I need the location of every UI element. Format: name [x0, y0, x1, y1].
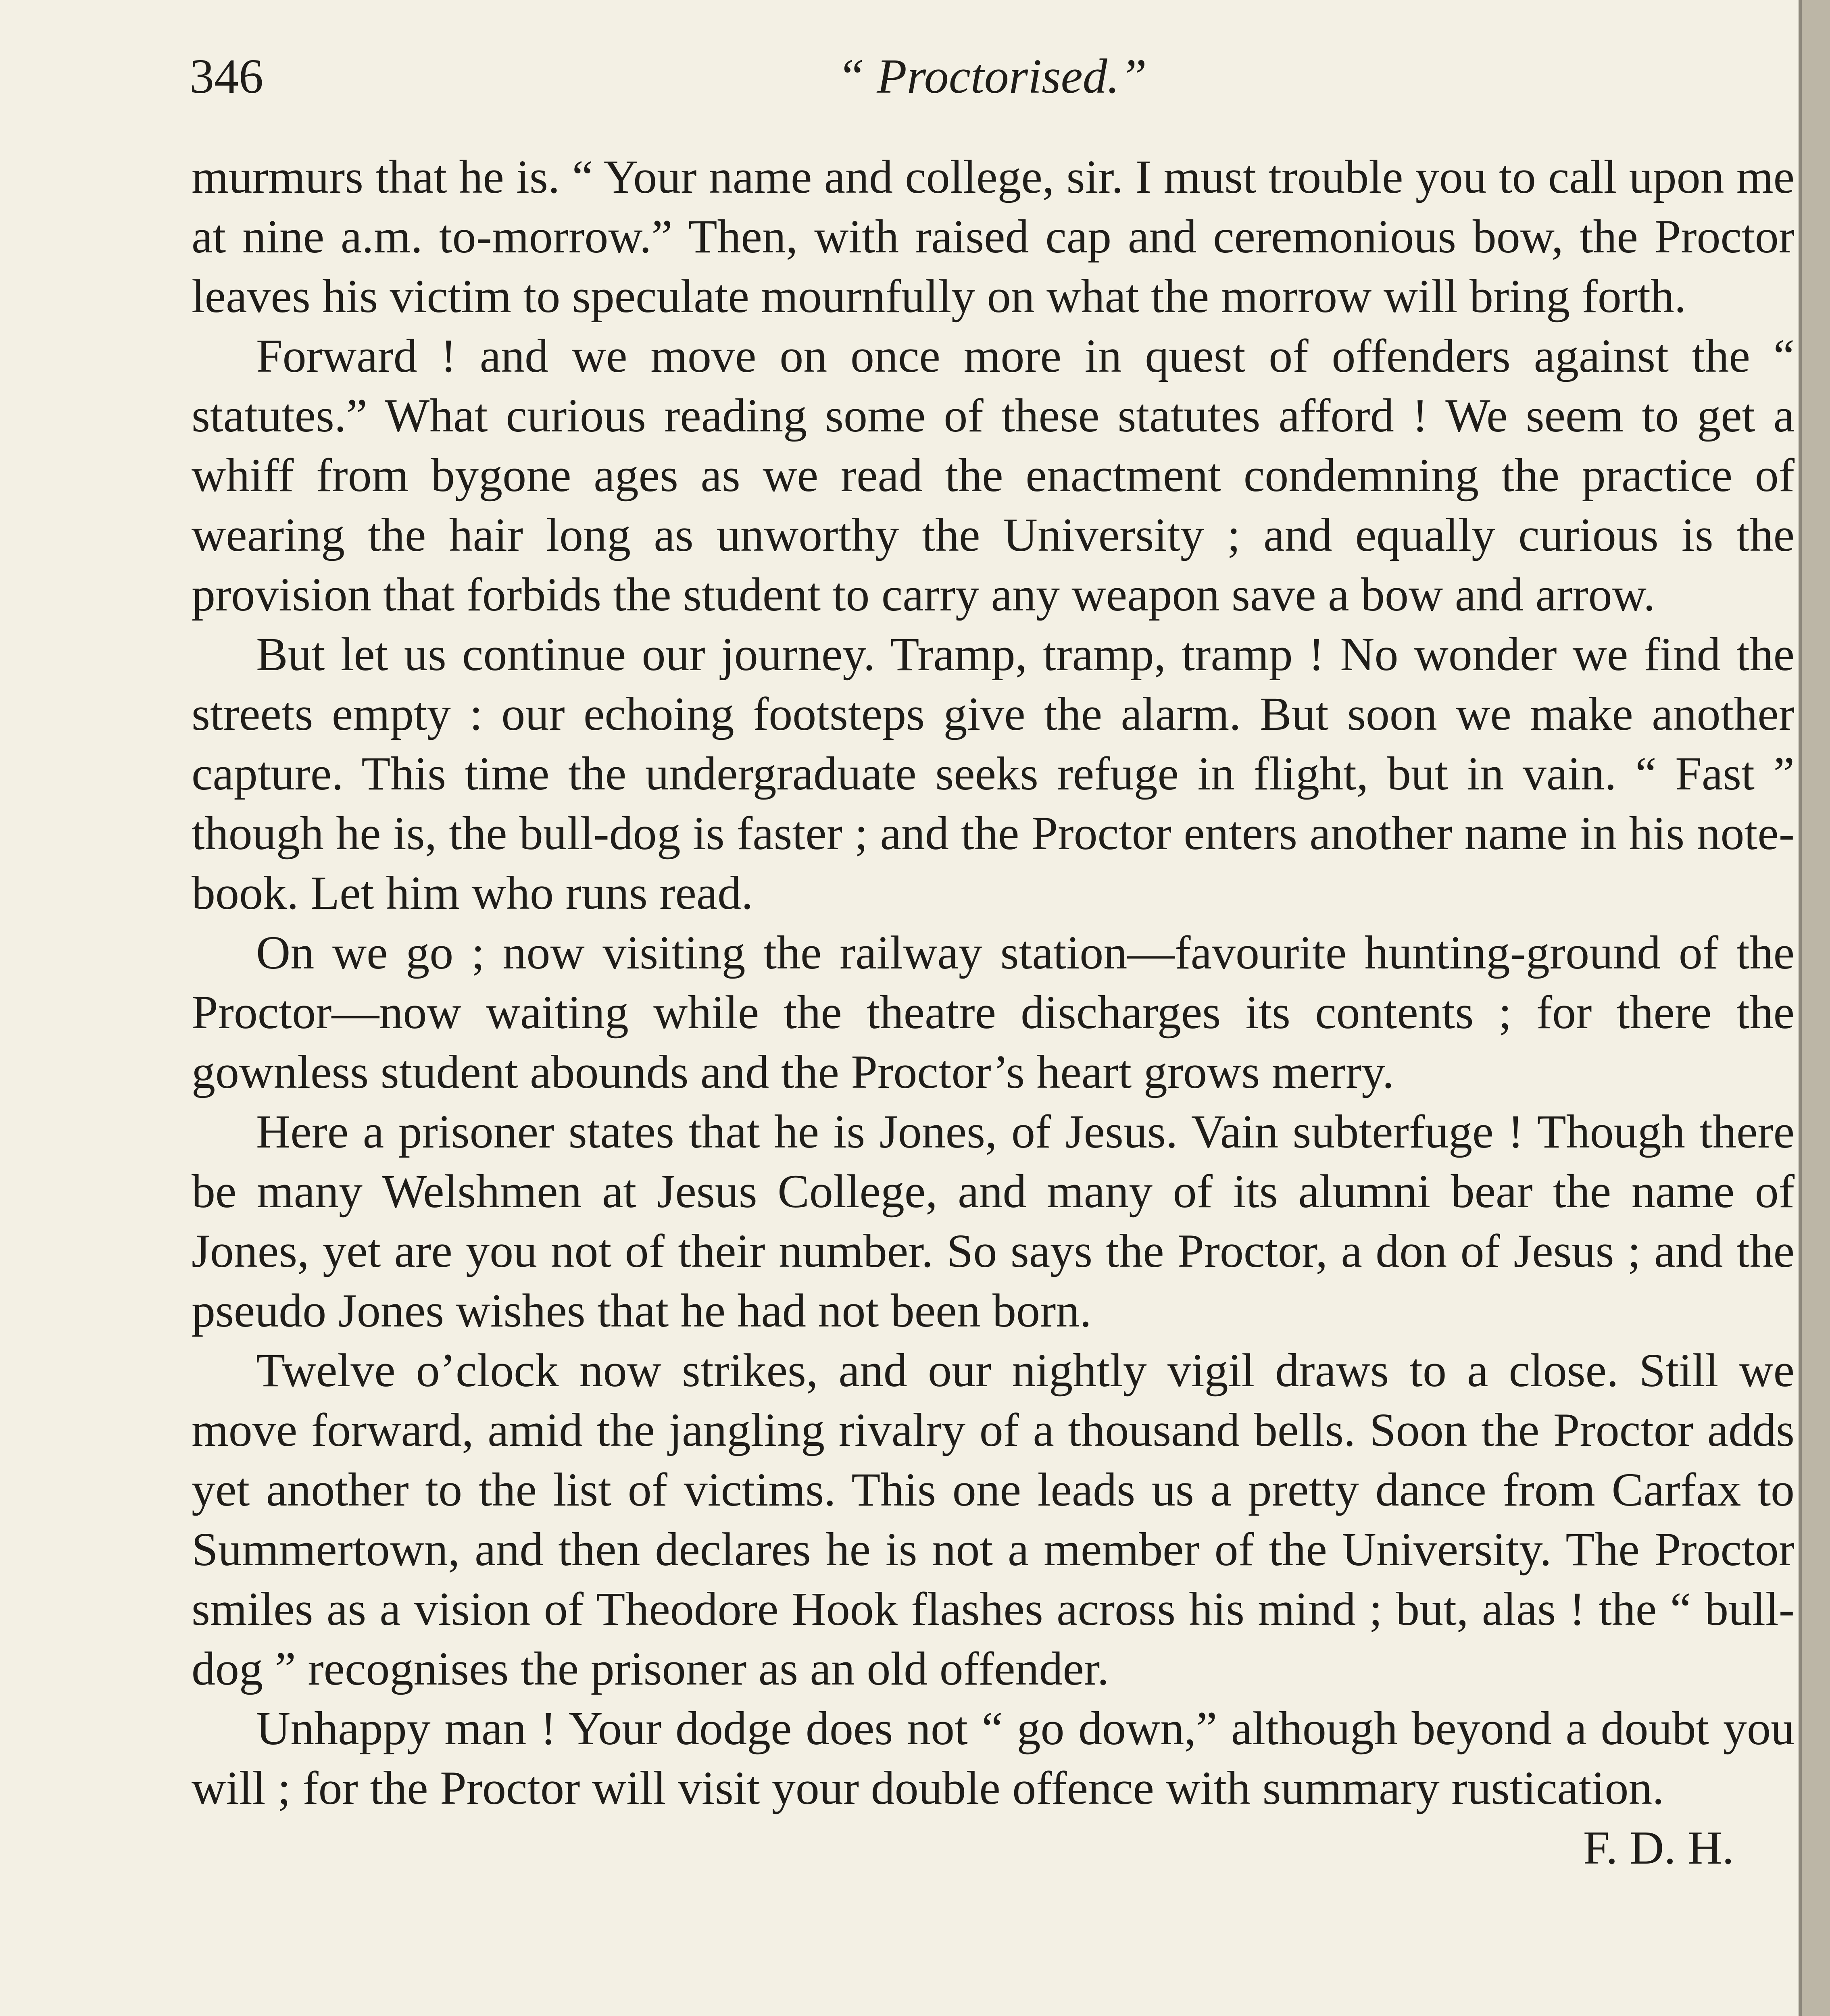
author-signature: F. D. H. [1583, 1821, 1734, 1874]
running-title: “ Proctorised.” [837, 49, 1147, 104]
paragraph: On we go ; now visiting the railway station—favourite hunting-ground of the Proctor—now waiting while the theatre discharges its contents ; for there the gownless student abounds and the Proctor’s heart grows merry. [192, 926, 1795, 1098]
page-edge-shadow [1799, 0, 1830, 2016]
paragraph: Forward ! and we move on once more in quest of offenders against the “ statutes.” What curious reading some of these statutes afford ! We seem to get a whiff from bygone ages as we read the enactment condemning the practice of wearing the hair long as unworthy the University ; and equally curious is the provision that forbids the student to carry any weapon save a bow and arrow. [192, 329, 1795, 621]
paragraph-last [192, 1699, 1795, 1874]
paragraph: Here a prisoner states that he is Jones, of Jesus. Vain subterfuge ! Though there be many Welshmen at Jesus College, and many of its alumni bear the name of Jones, yet are you not of their number. So says the Proctor, a don of Jesus ; and the pseudo Jones wishes that he had not been born. [192, 1105, 1795, 1337]
paragraph: But let us continue our journey. Tramp, tramp, tramp ! No wonder we find the streets empty : our echoing footsteps give the alarm. But soon we make another capture. This time the undergraduate seeks refuge in flight, but in vain. “ Fast ” though he is, the bull-dog is faster ; and the Proctor enters another name in his note-book. Let him who runs read. [192, 628, 1795, 919]
paragraph-last-text: Unhappy man ! Your dodge does not “ go down,” although beyond a doubt you will ; for the Proctor will visit your double offence with summary rustication. [192, 1702, 1795, 1814]
paragraph: Twelve o’clock now strikes, and our nightly vigil draws to a close. Still we move forward, amid the jangling rivalry of a thousand bells. Soon the Proctor adds yet another to the list of victims. This one leads us a pretty dance from Carfax to Summertown, and then declares he is not a member of the University. The Proctor smiles as a vision of Theodore Hook flashes across his mind ; but, alas ! the “ bull-dog ” recognises the prisoner as an old offender. [192, 1344, 1795, 1695]
page-header [190, 36, 1795, 117]
page-number: 346 [190, 49, 263, 104]
paragraph: murmurs that he is. “ Your name and college, sir. I must trouble you to call upon me at nine a.m. to-morrow.” Then, with raised cap and ceremonious bow, the Proctor leaves his victim to speculate mournfully on what the morrow will bring forth. [192, 150, 1795, 323]
article-body [192, 147, 1795, 1878]
